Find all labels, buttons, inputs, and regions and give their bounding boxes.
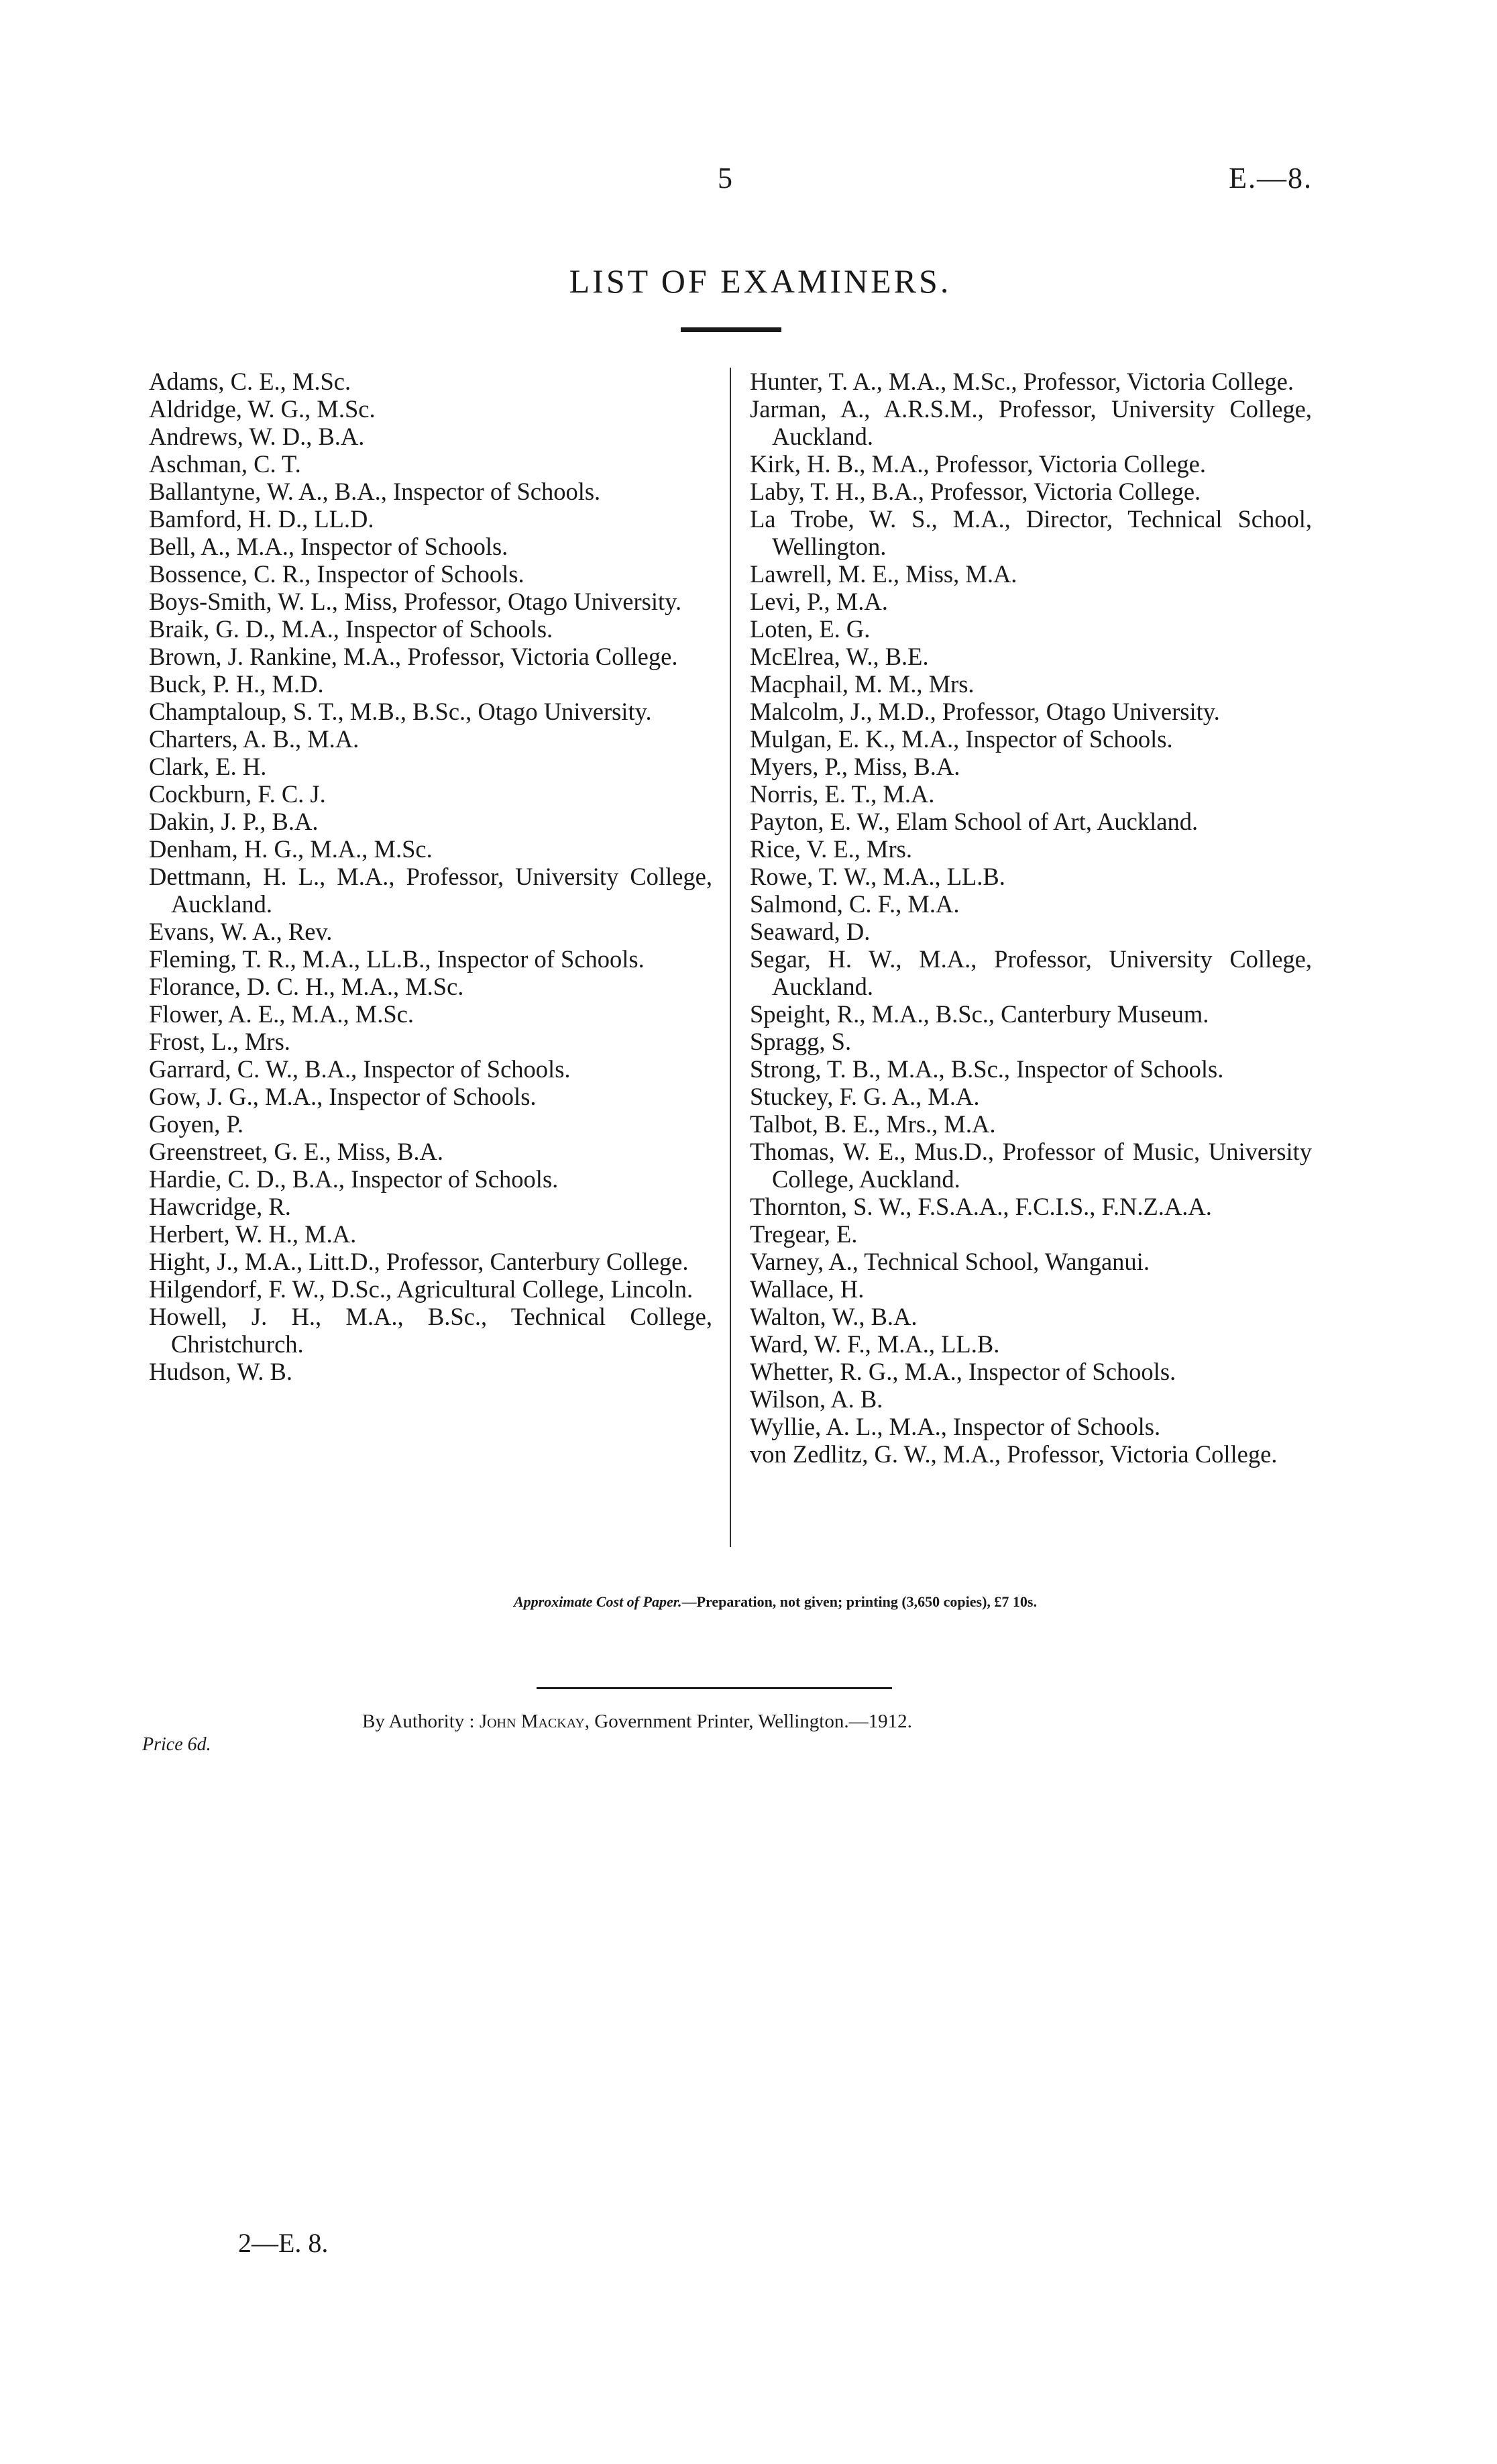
examiner-entry: Hilgendorf, F. W., D.Sc., Agricultural College, Lincoln. xyxy=(149,1275,694,1303)
examiner-entry: Cockburn, F. C. J. xyxy=(149,780,326,808)
examiner-entry: Wyllie, A. L., M.A., Inspector of Schools. xyxy=(750,1413,1161,1440)
examiner-entry: Denham, H. G., M.A., M.Sc. xyxy=(149,835,433,863)
authority-suffix: , Government Printer, Wellington.—1912. xyxy=(584,1711,912,1732)
examiner-entry: Payton, E. W., Elam School of Art, Auckland. xyxy=(750,808,1199,835)
examiner-entry: Whetter, R. G., M.A., Inspector of Schools. xyxy=(750,1358,1176,1385)
examiner-entry: Howell, J. H., M.A., B.Sc., Technical College, Christchurch. xyxy=(149,1303,712,1358)
examiner-entry: Dettmann, H. L., M.A., Professor, University College, Auckland. xyxy=(149,863,712,918)
examiner-entry: Bell, A., M.A., Inspector of Schools. xyxy=(149,533,508,560)
examiner-entry: Charters, A. B., M.A. xyxy=(149,725,359,753)
examiner-entry: Bamford, H. D., LL.D. xyxy=(149,505,374,533)
examiner-entry: Norris, E. T., M.A. xyxy=(750,780,935,808)
examiner-entry: Flower, A. E., M.A., M.Sc. xyxy=(149,1000,414,1028)
examiner-entry: Spragg, S. xyxy=(750,1028,852,1055)
examiner-entry: Stuckey, F. G. A., M.A. xyxy=(750,1083,980,1110)
examiner-entry: Fleming, T. R., M.A., LL.B., Inspector of Schools. xyxy=(149,945,645,973)
examiner-entry: Adams, C. E., M.Sc. xyxy=(149,368,351,395)
examiner-entry: Andrews, W. D., B.A. xyxy=(149,423,365,450)
examiner-entry: Brown, J. Rankine, M.A., Professor, Victoria College. xyxy=(149,643,678,670)
examiner-entry: Champtaloup, S. T., M.B., B.Sc., Otago University. xyxy=(149,698,652,725)
examiner-entry: La Trobe, W. S., M.A., Director, Technical School, Wellington. xyxy=(750,505,1312,560)
examiner-entry: Levi, P., M.A. xyxy=(750,588,888,615)
examiner-entry: Ballantyne, W. A., B.A., Inspector of Schools. xyxy=(149,478,601,505)
examiner-entry: Loten, E. G. xyxy=(750,615,871,643)
column-divider xyxy=(730,368,731,1547)
examiner-entry: Walton, W., B.A. xyxy=(750,1303,918,1330)
cost-label: Approximate Cost of Paper. xyxy=(514,1593,682,1610)
examiner-entry: Segar, H. W., M.A., Professor, University College, Auckland. xyxy=(750,945,1312,1000)
examiner-entry: Salmond, C. F., M.A. xyxy=(750,890,960,918)
examiner-entry: Talbot, B. E., Mrs., M.A. xyxy=(750,1110,996,1138)
examiner-entry: Speight, R., M.A., B.Sc., Canterbury Museum. xyxy=(750,1000,1209,1028)
examiner-entry: Rice, V. E., Mrs. xyxy=(750,835,912,863)
examiner-entry: Thornton, S. W., F.S.A.A., F.C.I.S., F.N.Z.A.A. xyxy=(750,1193,1212,1220)
page-title: LIST OF EXAMINERS. xyxy=(569,262,952,300)
examiner-entry: Bossence, C. R., Inspector of Schools. xyxy=(149,560,524,588)
examiner-entry: Malcolm, J., M.D., Professor, Otago University. xyxy=(750,698,1220,725)
examiner-entry: McElrea, W., B.E. xyxy=(750,643,929,670)
examiner-entry: Varney, A., Technical School, Wanganui. xyxy=(750,1248,1150,1275)
examiner-entry: Clark, E. H. xyxy=(149,753,267,780)
examiner-entry: Herbert, W. H., M.A. xyxy=(149,1220,357,1248)
examiner-entry: von Zedlitz, G. W., M.A., Professor, Victoria College. xyxy=(750,1440,1278,1468)
examiner-entry: Evans, W. A., Rev. xyxy=(149,918,333,945)
page-number: 5 xyxy=(718,162,732,195)
examiner-entry: Gow, J. G., M.A., Inspector of Schools. xyxy=(149,1083,537,1110)
examiner-entry: Kirk, H. B., M.A., Professor, Victoria College. xyxy=(750,450,1206,478)
examiner-entry: Aldridge, W. G., M.Sc. xyxy=(149,395,376,423)
examiner-entry: Thomas, W. E., Mus.D., Professor of Music, University College, Auckland. xyxy=(750,1138,1312,1193)
examiner-entry: Frost, L., Mrs. xyxy=(149,1028,290,1055)
price: Price 6d. xyxy=(142,1734,211,1755)
examiner-entry: Lawrell, M. E., Miss, M.A. xyxy=(750,560,1017,588)
examiner-entry: Wallace, H. xyxy=(750,1275,865,1303)
examiner-entry: Macphail, M. M., Mrs. xyxy=(750,670,975,698)
examiner-entry: Buck, P. H., M.D. xyxy=(149,670,324,698)
examiner-entry: Laby, T. H., B.A., Professor, Victoria College. xyxy=(750,478,1201,505)
examiner-entry: Jarman, A., A.R.S.M., Professor, University College, Auckland. xyxy=(750,395,1312,450)
examiner-entry: Braik, G. D., M.A., Inspector of Schools. xyxy=(149,615,553,643)
footer-rule xyxy=(537,1687,892,1689)
examiner-entry: Aschman, C. T. xyxy=(149,450,301,478)
examiner-entry: Ward, W. F., M.A., LL.B. xyxy=(750,1330,1000,1358)
examiner-entry: Tregear, E. xyxy=(750,1220,858,1248)
examiner-entry: Goyen, P. xyxy=(149,1110,243,1138)
examiner-entry: Boys-Smith, W. L., Miss, Professor, Otago University. xyxy=(149,588,682,615)
examiner-entry: Wilson, A. B. xyxy=(750,1385,883,1413)
printer-imprint xyxy=(362,1711,912,1733)
authority-prefix: By Authority : xyxy=(362,1711,475,1732)
examiner-entry: Hight, J., M.A., Litt.D., Professor, Canterbury College. xyxy=(149,1248,689,1275)
examiner-entry: Hudson, W. B. xyxy=(149,1358,292,1385)
cost-text: —Preparation, not given; printing (3,650 copies), £7 10s. xyxy=(681,1593,1037,1610)
examiner-entry: Dakin, J. P., B.A. xyxy=(149,808,319,835)
examiners-list-right xyxy=(750,368,1312,1468)
sheet-mark: 2—E. 8. xyxy=(238,2228,329,2258)
examiner-entry: Hawcridge, R. xyxy=(149,1193,291,1220)
printer-name: John Mackay xyxy=(479,1711,585,1732)
examiner-entry: Strong, T. B., M.A., B.Sc., Inspector of Schools. xyxy=(750,1055,1224,1083)
examiner-entry: Mulgan, E. K., M.A., Inspector of Schools. xyxy=(750,725,1173,753)
examiners-list-left xyxy=(149,368,712,1385)
examiner-entry: Greenstreet, G. E., Miss, B.A. xyxy=(149,1138,443,1165)
examiner-entry: Florance, D. C. H., M.A., M.Sc. xyxy=(149,973,464,1000)
document-reference: E.—8. xyxy=(1229,162,1313,195)
examiner-entry: Myers, P., Miss, B.A. xyxy=(750,753,960,780)
cost-note xyxy=(0,1593,1497,1611)
examiner-entry: Garrard, C. W., B.A., Inspector of Schools. xyxy=(149,1055,571,1083)
title-underline xyxy=(681,327,781,332)
examiner-entry: Hunter, T. A., M.A., M.Sc., Professor, Victoria College. xyxy=(750,368,1294,395)
examiner-entry: Seaward, D. xyxy=(750,918,871,945)
examiner-entry: Rowe, T. W., M.A., LL.B. xyxy=(750,863,1005,890)
examiner-entry: Hardie, C. D., B.A., Inspector of Schools. xyxy=(149,1165,559,1193)
